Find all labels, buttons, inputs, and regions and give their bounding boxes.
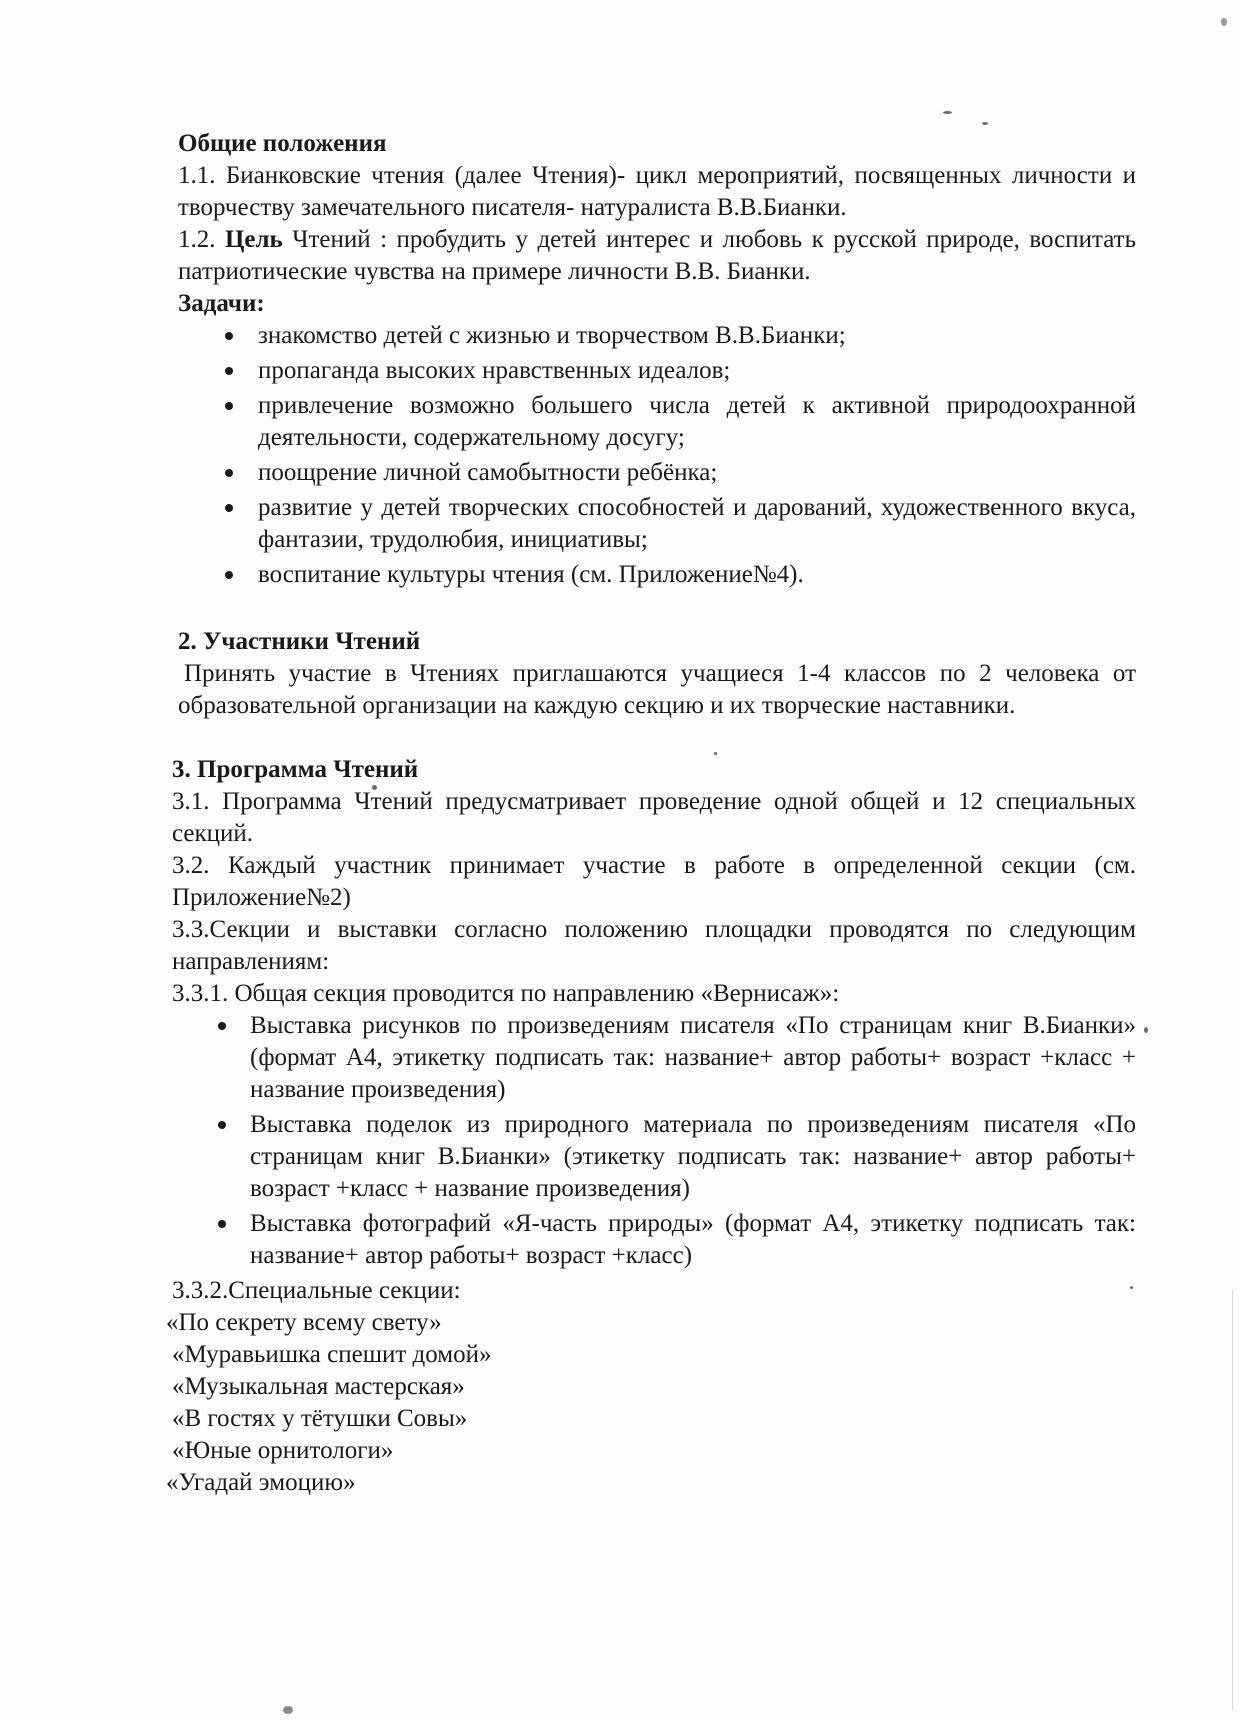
list-item: «Музыкальная мастерская» <box>172 1373 465 1400</box>
list-item-text: развитие у детей творческих способностей и дарований, художественного вкуса, фантазии, трудолюбия, инициативы; <box>258 494 1136 553</box>
list-item-text: пропаганда высоких нравственных идеалов; <box>258 357 731 384</box>
scan-speck <box>1144 1027 1148 1033</box>
bullet-icon <box>218 1121 226 1129</box>
list-item <box>178 559 1136 591</box>
list-item-text: воспитание культуры чтения (см. Приложение№4). <box>258 561 804 588</box>
participants-paragraph: Принять участие в Чтениях приглашаются учащиеся 1-4 классов по 2 человека от образовательной организации на каждую секцию и их творческие наставники. <box>178 660 1136 719</box>
paragraph-1-2-number: 1.2. <box>178 226 225 253</box>
exhibitions-list <box>178 1010 1136 1272</box>
bullet-icon <box>225 469 233 477</box>
document-body <box>166 128 1136 1499</box>
scan-speck <box>283 1706 293 1714</box>
list-item-text: поощрение личной самобытности ребёнка; <box>258 459 718 486</box>
list-item <box>178 1010 1136 1106</box>
scan-speck <box>982 122 988 125</box>
list-item <box>178 1109 1136 1205</box>
scan-speck <box>943 111 952 114</box>
list-item: «В гостях у тётушки Совы» <box>172 1405 468 1432</box>
list-item: «Юные орнитологи» <box>172 1437 394 1464</box>
list-item <box>178 457 1136 489</box>
bullet-icon <box>225 402 233 410</box>
tasks-list <box>178 320 1136 591</box>
paragraph-3-3-2: 3.3.2.Специальные секции: <box>172 1277 461 1304</box>
list-item <box>178 492 1136 556</box>
section-general-title: Общие положения <box>178 130 387 157</box>
list-item <box>178 320 1136 352</box>
bullet-icon <box>218 1022 226 1030</box>
bullet-icon <box>225 504 233 512</box>
special-sections-list <box>166 1307 1136 1499</box>
list-item: «Муравьишка спешит домой» <box>172 1341 492 1368</box>
list-item-text: Выставка рисунков по произведениям писателя «По страницам книг В.Бианки» (формат А4, этикетку подписать так: название+ автор работы+ возраст +класс + название произведения) <box>250 1012 1136 1103</box>
paragraph-1-1: 1.1. Бианковские чтения (далее Чтения)- цикл мероприятий, посвященных личности и творчеству замечательного писателя- натуралиста В.В.Бианки. <box>178 162 1136 221</box>
list-item-text: Выставка поделок из природного материала по произведениям писателя «По страницам книг В.Бианки» (этикетку подписать так: название+ автор работы+ возраст +класс + название произведения) <box>250 1111 1136 1202</box>
section-participants-title: 2. Участники Чтений <box>178 628 421 655</box>
paragraph-3-2: 3.2. Каждый участник принимает участие в работе в определенной секции (см. Приложение№2) <box>172 852 1136 911</box>
list-item-text: знакомство детей с жизнью и творчеством В.В.Бианки; <box>258 322 846 349</box>
list-item <box>178 1208 1136 1272</box>
bullet-icon <box>225 571 233 579</box>
scan-edge <box>1232 1290 1233 1710</box>
paragraph-1-2-text: Чтений : пробудить у детей интерес и любовь к русской природе, воспитать патриотические чувства на примере личности В.В. Бианки. <box>178 226 1136 285</box>
list-item <box>178 390 1136 454</box>
bullet-icon <box>225 332 233 340</box>
spacer <box>178 722 1136 754</box>
paragraph-3-3-1: 3.3.1. Общая секция проводится по направлению «Вернисаж»: <box>172 980 840 1007</box>
goal-label: Цель <box>224 226 283 253</box>
list-item-text: привлечение возможно большего числа детей к активной природоохранной деятельности, содержательному досугу; <box>258 392 1136 451</box>
bullet-icon <box>225 367 233 375</box>
list-item <box>178 355 1136 387</box>
paragraph-3-1: 3.1. Программа Чтений предусматривает проведение одной общей и 12 специальных секций. <box>172 788 1136 847</box>
list-item-text: Выставка фотографий «Я-часть природы» (формат А4, этикетку подписать так: название+ автор работы+ возраст +класс) <box>250 1210 1136 1269</box>
bullet-icon <box>218 1220 226 1228</box>
tasks-title: Задачи: <box>178 290 265 317</box>
spacer <box>178 594 1136 626</box>
scan-speck <box>1221 18 1227 26</box>
list-item: «Угадай эмоцию» <box>166 1469 356 1496</box>
paragraph-3-3: 3.3.Секции и выставки согласно положению площадки проводятся по следующим направлениям: <box>172 916 1136 975</box>
paragraph-1-2 <box>178 224 1136 288</box>
section-program-title: 3. Программа Чтений <box>172 756 419 783</box>
list-item: «По секрету всему свету» <box>166 1309 442 1336</box>
